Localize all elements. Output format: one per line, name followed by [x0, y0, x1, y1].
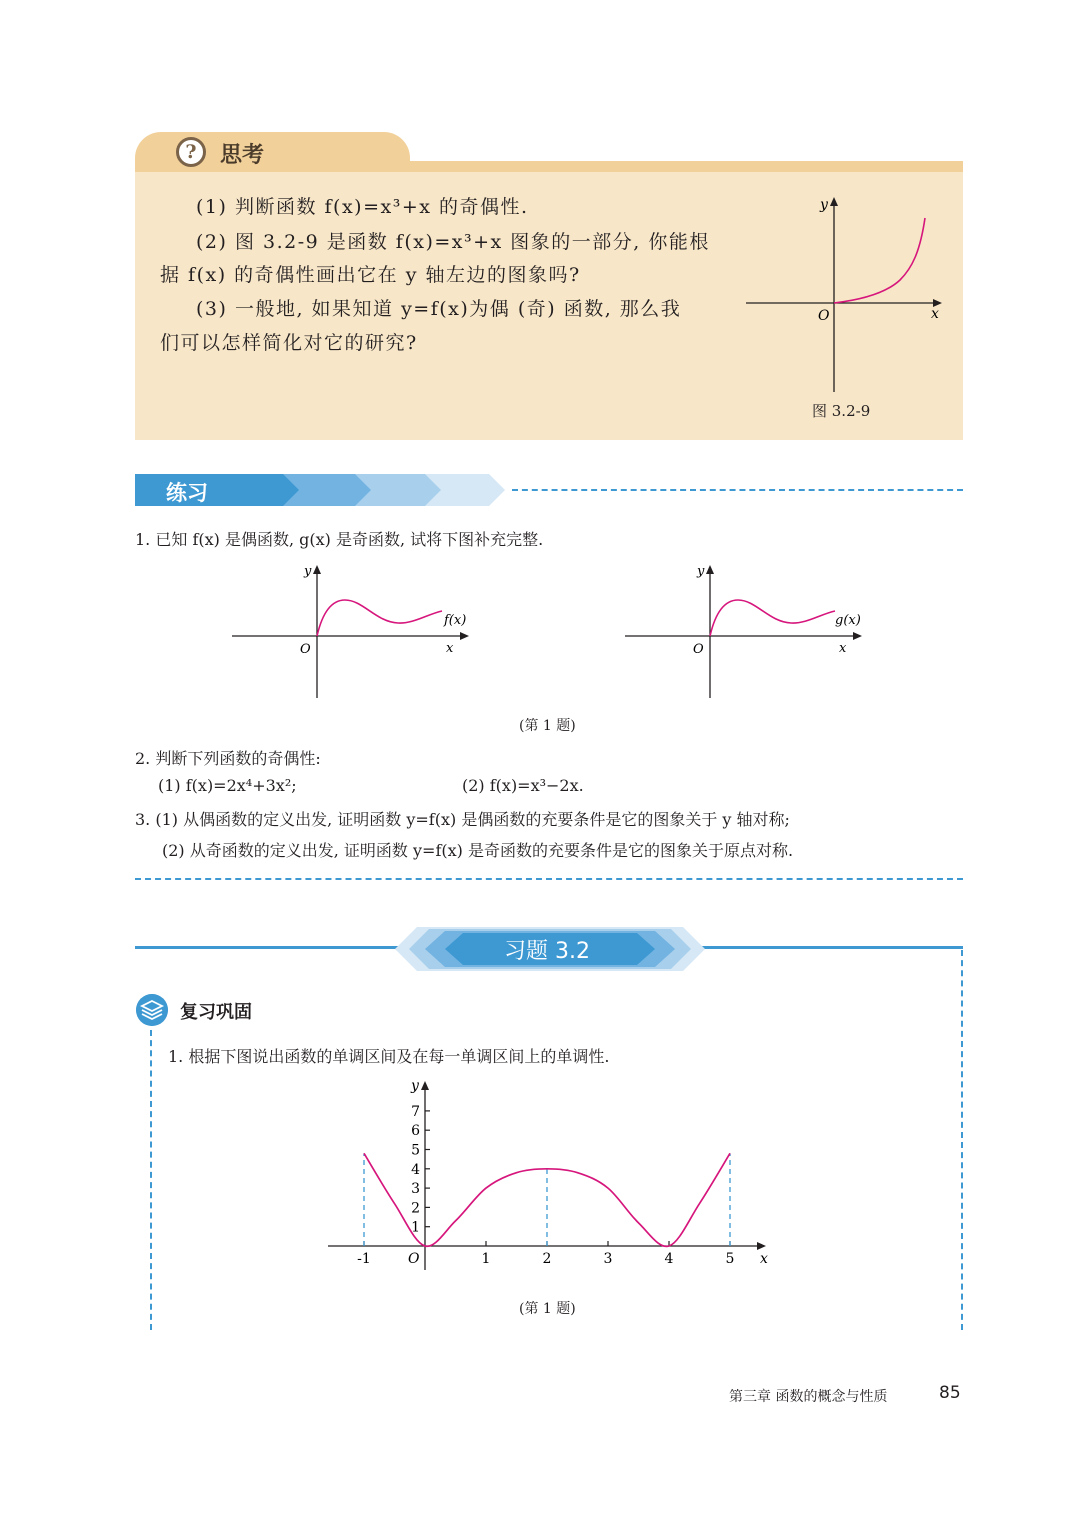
exercise-chart: [320, 1075, 780, 1275]
y-axis-arrow: [830, 197, 838, 206]
exercise-header-line-left: [135, 946, 400, 949]
y-axis-arrow: [421, 1081, 429, 1090]
think-question-1: (1) 判断函数 f(x)=x³+x 的奇偶性.: [196, 196, 529, 218]
svg-text:y: y: [697, 564, 705, 579]
layers-icon: [136, 994, 168, 1026]
g-label: g(x): [835, 613, 861, 628]
x-tick-label-4: 4: [664, 1251, 674, 1267]
svg-text:O: O: [693, 642, 704, 657]
y-axis-label: y: [820, 197, 828, 213]
page-number: 85: [939, 1383, 961, 1403]
svg-text:y: y: [304, 564, 312, 579]
origin-label: O: [408, 1251, 420, 1267]
think-title: 思考: [220, 143, 265, 168]
question-icon: ?: [176, 137, 206, 167]
footer-chapter: 第三章 函数的概念与性质: [729, 1389, 888, 1405]
y-axis-label: y: [411, 1078, 419, 1094]
x-tick-label-2: 2: [542, 1251, 552, 1267]
figure-3-2-9: [740, 192, 955, 397]
x-tick-label--1: -1: [357, 1251, 371, 1267]
practice-top-divider: [512, 489, 963, 491]
origin-label: O: [818, 308, 830, 324]
practice-q3-a: 3. (1) 从偶函数的定义出发, 证明函数 y=f(x) 是偶函数的充要条件是它的图象关于 y 轴对称;: [135, 810, 790, 829]
y-tick-label-7: 7: [411, 1103, 420, 1120]
figure-caption: 图 3.2-9: [812, 402, 871, 420]
cubic-curve: [834, 218, 925, 303]
x-tick-label-1: 1: [481, 1251, 491, 1267]
svg-text:x: x: [446, 641, 454, 656]
y-tick-label-4: 4: [411, 1161, 420, 1178]
x-axis-label: x: [760, 1251, 768, 1267]
exercise-left-border: [150, 1030, 152, 1330]
g-curve: [710, 600, 835, 636]
f-curve: [317, 600, 442, 636]
y-tick-label-1: 1: [411, 1219, 420, 1236]
exercise-right-border: [961, 950, 963, 1330]
think-question-2: (2) 图 3.2-9 是函数 f(x)=x³+x 图象的一部分, 你能根: [196, 231, 710, 253]
practice-q1: 1. 已知 f(x) 是偶函数, g(x) 是奇函数, 试将下图补充完整.: [135, 530, 544, 549]
review-section-title: 复习巩固: [180, 1002, 252, 1023]
practice-q3-b: (2) 从奇函数的定义出发, 证明函数 y=f(x) 是奇函数的充要条件是它的图象关于原点对称.: [162, 841, 794, 860]
exercise-title: 习题 3.2: [504, 939, 590, 964]
practice-bottom-divider: [135, 878, 963, 880]
practice-q2: 2. 判断下列函数的奇偶性:: [135, 749, 321, 768]
practice-title: 练习: [166, 481, 208, 505]
practice-q2-b: (2) f(x)=x³−2x.: [462, 776, 584, 795]
svg-text:x: x: [839, 641, 847, 656]
y-tick-label-5: 5: [411, 1142, 420, 1159]
practice-q2-a: (1) f(x)=2x⁴+3x²;: [158, 776, 297, 795]
y-tick-label-2: 2: [411, 1200, 420, 1217]
exercise-q1-caption: (第 1 题): [519, 1301, 576, 1317]
x-tick-label-3: 3: [603, 1251, 613, 1267]
x-axis-label: x: [931, 306, 939, 322]
exercise-header-line-right: [700, 946, 963, 949]
x-axis-arrow: [757, 1242, 766, 1250]
y-tick-label-6: 6: [411, 1123, 420, 1140]
think-question-3-cont: 们可以怎样简化对它的研究?: [160, 332, 418, 354]
y-tick-label-3: 3: [411, 1181, 420, 1198]
exercise-q1: 1. 根据下图说出函数的单调区间及在每一单调区间上的单调性.: [168, 1047, 610, 1066]
think-question-3: (3) 一般地, 如果知道 y=f(x)为偶 (奇) 函数, 那么我: [196, 298, 682, 320]
x-tick-label-5: 5: [725, 1251, 735, 1267]
graph-odd-function: [621, 560, 871, 705]
svg-text:O: O: [300, 642, 311, 657]
graph-even-function: [228, 560, 478, 705]
think-question-2-cont: 据 f(x) 的奇偶性画出它在 y 轴左边的图象吗?: [160, 264, 581, 286]
practice-q1-caption: (第 1 题): [519, 718, 576, 734]
f-label: f(x): [444, 613, 467, 628]
